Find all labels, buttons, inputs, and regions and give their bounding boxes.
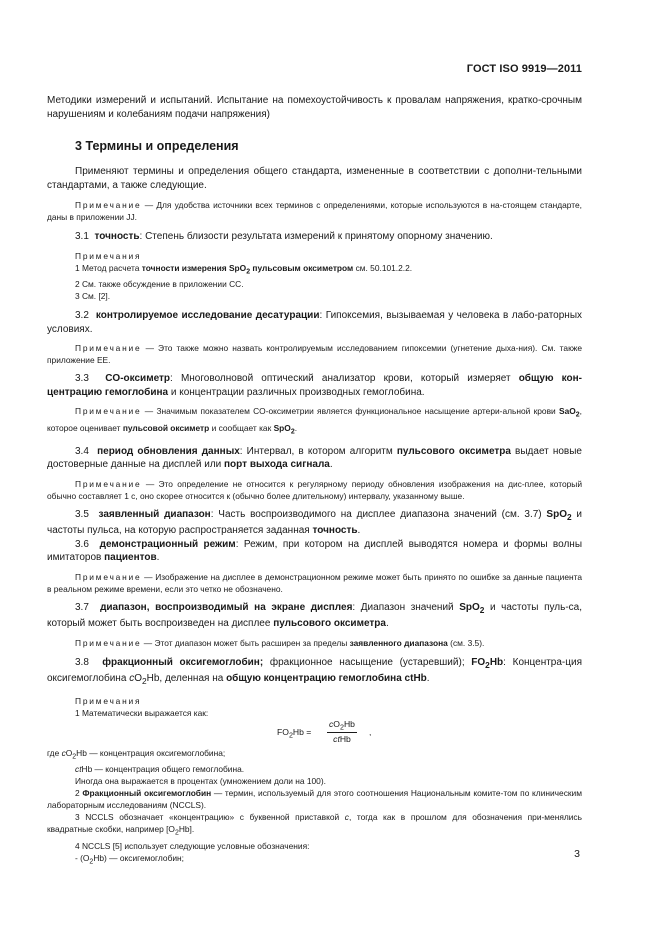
- note-item: 1 Математически выражается как:: [75, 707, 209, 718]
- note-text: — Для удобства источники всех терминов с определениями, которые используются в на-стоящем стандарте, даны в приложении JJ.: [47, 200, 582, 222]
- notes-label: Примечания: [75, 695, 142, 706]
- formula-denominator: ctHb: [333, 734, 351, 745]
- section-number: 3: [75, 139, 82, 153]
- term-number: 3.1: [75, 231, 89, 242]
- formula-lhs: $FO_2Hb$ =: [277, 726, 312, 740]
- section-note: [47, 199, 582, 223]
- formula-fraction: [327, 719, 357, 745]
- term-note: Примечание — Это также можно назвать контролируемым исследованием гипоксемии (угнетение дыха-ния). См. также приложение EE.: [47, 343, 582, 366]
- term-3-8: 3.8 фракционный оксигемоглобин; фракционное насыщение (устаревший); $FO_2Hb$: Концентра-ция оксигемоглобина $cO_2Hb$, деленная на общую концентрацию гемоглобина ctHb.: [47, 656, 582, 687]
- formula-numerator: $cO_2Hb$: [329, 718, 355, 732]
- term-name: фракционный оксигемоглобин;: [102, 656, 264, 668]
- term-note: Примечание — Этот диапазон может быть расширен за пределы заявленного диапазона (см. 3.5).: [75, 637, 485, 648]
- term-name: диапазон, воспроизводимый на экране дисплея: [100, 601, 353, 613]
- term-3-1: [47, 230, 582, 244]
- term-name: период обновления данных: [97, 445, 240, 457]
- term-definition: : Степень близости результата измерений к принятому опорному значению.: [139, 231, 493, 242]
- note-item: 2 См. также обсуждение в приложении CC.: [75, 279, 244, 290]
- formula-where-2: ctHb — концентрация общего гемоглобина.: [75, 764, 245, 775]
- term-name: заявленный диапазон: [98, 508, 211, 520]
- term-name: контролируемое исследование десатурации: [95, 310, 320, 322]
- section-heading: [75, 139, 582, 153]
- term-definition: : Гипоксемия, вызываемая у человека в лабо-раторных условиях.: [47, 310, 583, 335]
- term-3-2: 3.2 контролируемое исследование десатурации: Гипоксемия, вызываемая у человека в лабо-раторных условиях.: [47, 310, 583, 335]
- note-item: 3 NCCLS обозначает «концентрацию» с буквенной приставкой c, тогда как в прошлом для обозначения при-менялись квадратные скобки, например $[O_2Hb]$.: [47, 812, 582, 837]
- term-note: Примечание — Изображение на дисплее в демонстрационном режиме может быть принято по ошибке за данные пациента в реальном режиме времени, если это четко не обозначено.: [47, 571, 582, 594]
- note-item: 3 См. [2].: [75, 291, 111, 302]
- term-3-7: 3.7 диапазон, воспроизводимый на экране дисплея: Диапазон значений SpO$_2$ и частоты пуль-са, который может быть воспроизведен на дисплее пульсового оксиметра.: [47, 601, 582, 630]
- notes-label: Примечания: [75, 250, 142, 261]
- formula-where-1: где $cO_2Hb$ — концентрация оксигемоглобина;: [47, 747, 226, 761]
- term-note: Примечание — Это определение не относится к регулярному периоду обновления изображения на дис-плее, который обычно составляет 1 с, оно скорее относится к (обычно более длительному) интервалу, указанному выше.: [47, 478, 582, 501]
- note-item: 2 Фракционный оксигемоглобин — термин, используемый для этого соотношения Национальным комите-том по клиническим лабораторным исследованиям (NCCLS).: [47, 788, 582, 811]
- standard-header: ГОСТ ISO 9919—2011: [466, 63, 582, 75]
- note-item: - $(O_2Hb)$ — оксигемоглобин;: [75, 852, 184, 866]
- section-title: Термины и определения: [85, 139, 239, 153]
- term-note: Примечание — Значимым показателем CO-оксиметрии является функциональное насыщение артери-альной крови SaO$_2$, которое оценивает пульсовой оксиметр и сообщает как SpO$_2$.: [47, 406, 582, 436]
- note-label: Примечание: [75, 200, 142, 210]
- note-item: 1 Метод расчета точности измерения SpO$_2$ пульсовым оксиметром см. 50.101.2.2.: [75, 262, 413, 276]
- page-number: 3: [574, 848, 580, 860]
- term-3-5: 3.5 заявленный диапазон: Часть воспроизводимого на дисплее диапазона значений (см. 3.7) SpO$_2$ и частоты пульса, на которую распространяется заданная точность.: [47, 508, 582, 537]
- term-3-6: 3.6 демонстрационный режим: Режим, при котором на дисплей выводятся номера и формы волны имитаторов пациентов.: [47, 538, 583, 564]
- note-item: 4 NCCLS [5] использует следующие условные обозначения:: [75, 840, 310, 851]
- term-name: демонстрационный режим: [99, 538, 236, 550]
- term-3-4: 3.4 период обновления данных: Интервал, в котором алгоритм пульсового оксиметра выдает новые достоверные данные на дисплей или порт выхода сигнала.: [47, 445, 582, 471]
- note-item: Иногда она выражается в процентах (умножением доли на 100).: [75, 776, 326, 787]
- page-content: [47, 94, 582, 869]
- intro-paragraph: Методики измерений и испытаний. Испытание на помехоустойчивость к провалам напряжения, кратко-срочным нарушениям и колебаниям подачи напряжения): [47, 95, 582, 120]
- term-name: точность: [94, 231, 140, 242]
- formula: $FO_2Hb$ = $cO_2Hb$ ctHb ,: [277, 718, 372, 745]
- term-3-3: 3.3 CO-оксиметр: Многоволновой оптический анализатор крови, который измеряет общую кон-центрацию гемоглобина и концентрации различных производных гемоглобина.: [47, 373, 582, 398]
- term-name: CO-оксиметр: [105, 373, 171, 385]
- section-lead: Применяют термины и определения общего стандарта, измененные в соответствии с дополни-тельными стандартами, а также следующие.: [47, 166, 582, 191]
